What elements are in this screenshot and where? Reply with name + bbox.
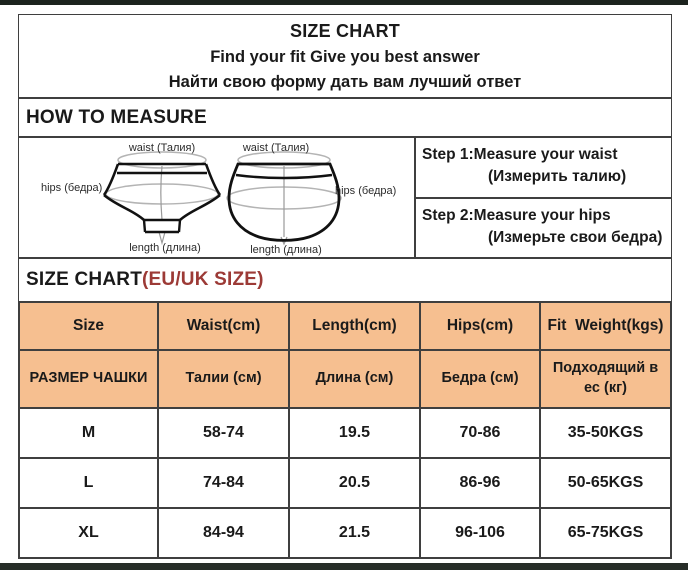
cell-size: XL [19,508,158,558]
page-title: SIZE CHART [290,20,400,41]
size-chart-heading-black: SIZE CHART [26,269,142,290]
step-1 [416,138,671,199]
left-waist-label: waist (Талия) [128,142,196,154]
header-weight: Fit Weight(kgs) [540,302,671,350]
measure-steps-panel [416,138,671,257]
size-row-xl [19,508,671,558]
right-waist-label: waist (Талия) [242,142,310,154]
underwear-diagram-svg [19,138,414,257]
size-chart-heading-red: (EU/UK SIZE) [142,269,264,290]
subtitle-english: Find your fit Give you best answer [210,47,480,66]
cell-size: M [19,408,158,458]
left-length-label: length (длина) [129,242,201,254]
step-2-text-ru: (Измерьте свои бедра) [488,228,663,246]
cell-hips: 70-86 [420,408,540,458]
cell-size: L [19,458,158,508]
header-waist: Waist(cm) [158,302,289,350]
size-chart-heading [19,259,671,301]
header-waist-ru: Талии (см) [158,350,289,408]
header-hips: Hips(cm) [420,302,540,350]
subtitle-russian: Найти свою форму дать вам лучший ответ [168,72,522,91]
header-length-ru: Длина (см) [289,350,420,408]
size-chart-sheet [18,14,672,557]
highwaist-diagram [227,152,341,244]
right-length-label: length (длина) [250,244,322,256]
cell-weight: 35-50KGS [540,408,671,458]
top-divider-strip [0,0,688,5]
table-header-row-ru [19,350,671,408]
cell-length: 19.5 [289,408,420,458]
cell-waist: 58-74 [158,408,289,458]
size-table [18,301,672,559]
size-row-m [19,408,671,458]
cell-length: 20.5 [289,458,420,508]
table-header-row-en [19,302,671,350]
header-size: Size [19,302,158,350]
cell-weight: 65-75KGS [540,508,671,558]
left-hips-label: hips (бедра) [41,182,103,194]
cell-hips: 86-96 [420,458,540,508]
title-section [19,15,671,99]
cell-waist: 84-94 [158,508,289,558]
bottom-divider-strip [0,563,688,570]
header-length: Length(cm) [289,302,420,350]
cell-waist: 74-84 [158,458,289,508]
header-weight-ru: Подходящий в ес (кг) [540,350,671,408]
how-to-measure-heading: HOW TO MEASURE [19,99,671,138]
measure-section [19,138,671,259]
step-2-text-en: Step 2:Measure your hips [422,206,611,224]
header-size-ru: РАЗМЕР ЧАШКИ [19,350,158,408]
size-row-l [19,458,671,508]
step-1-text-en: Step 1:Measure your waist [422,146,618,163]
measure-diagram-panel [19,138,416,257]
step-1-text-ru: (Измерить талию) [488,168,627,186]
step-2 [416,199,671,258]
right-hips-label: hips (бедра) [335,185,397,197]
header-hips-ru: Бедра (см) [420,350,540,408]
cell-length: 21.5 [289,508,420,558]
cell-weight: 50-65KGS [540,458,671,508]
brief-diagram [104,152,220,243]
cell-hips: 96-106 [420,508,540,558]
